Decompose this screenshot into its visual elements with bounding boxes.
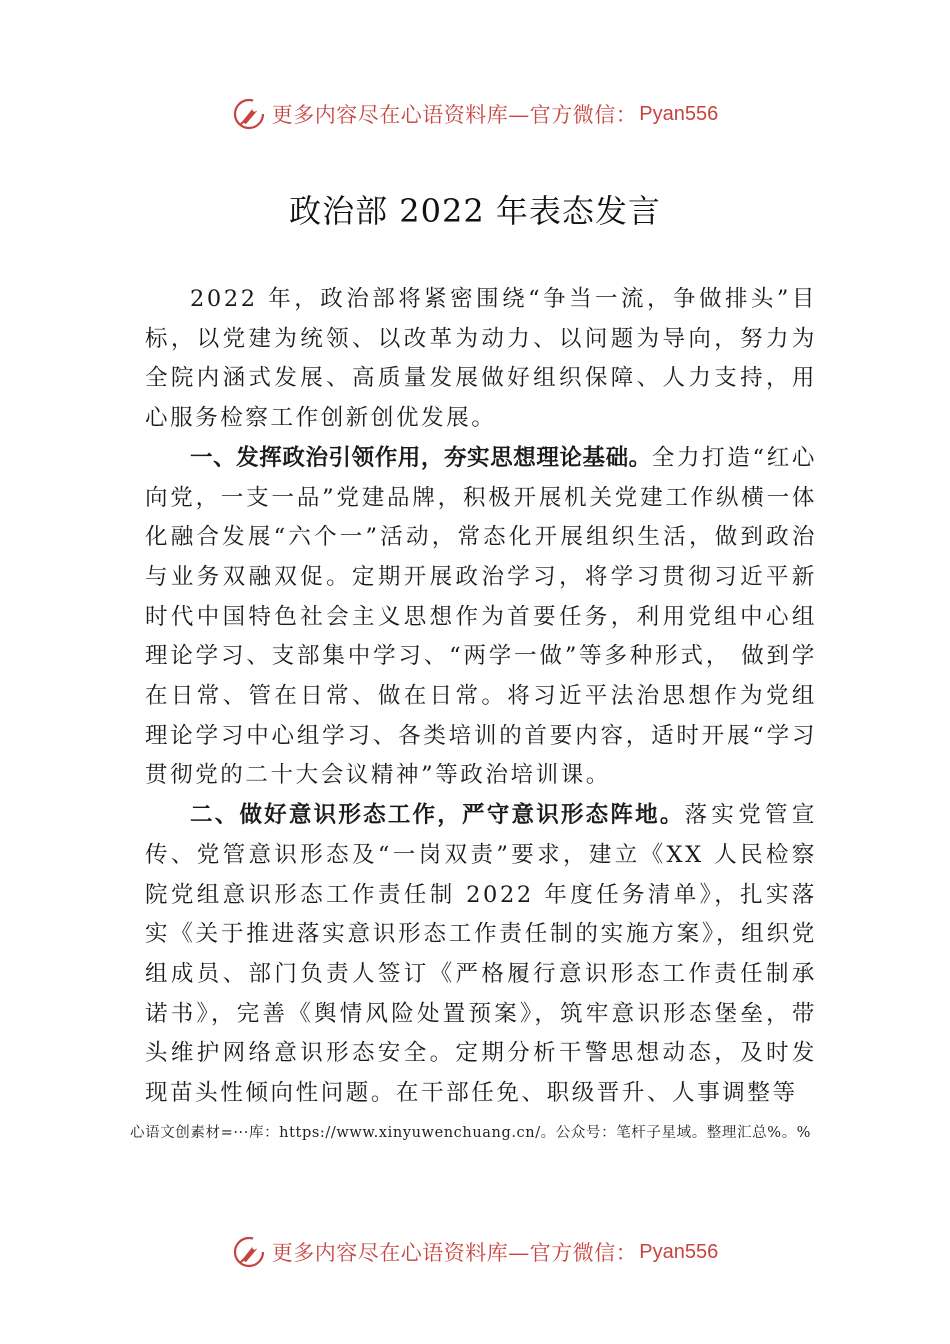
banner-text: 更多内容尽在心语资料库—官方微信： [271,1241,638,1265]
section-2-heading: 二、做好意识形态工作，严守意识形态阵地。 [190,802,685,829]
banner-wechat-id: Pyan556 [639,1240,719,1263]
pen-nib-seal-icon [232,1235,266,1269]
header-banner [0,94,950,134]
section-1-paragraph [145,439,817,796]
banner-text: 更多内容尽在心语资料库—官方微信： [271,103,638,127]
pen-nib-seal-icon [232,97,266,131]
section-2-paragraph [145,796,817,1114]
banner-wechat-id: Pyan556 [639,102,719,125]
section-2-body: 落实党管宣传、党管意识形态及“一岗双责”要求，建立《XX 人民检察院党组意识形态工作责任制 2022 年度任务清单》，扎实落实《关于推进落实意识形态工作责任制的实施方案》，组织党组成员、部门负责人签订《严格履行意识形态工作责任制承 诺书》，完善《舆情风险处置预案》，筑牢意识形态堡垒，带 头维护网络意识形态安全。定期分析干警思想动态，及时发现苗头性倾向性问题。在干部任免、职级晋升、人事调整等 [145,802,817,1107]
document-body [145,280,817,1114]
footer-banner [0,1232,950,1272]
source-note: 心语文创素材=···库：https://www.xinyuwenchuang.cn/。公众号：笔杆子星域。整理汇总%。% [130,1125,812,1141]
section-1-body: 全力打造“红心向党，一支一品”党建品牌，积极开展机关党建工作纵横一体化融合发展“六个一”活动，常态化开展组织生活，做到政治与业务双融双促。定期开展政治学习，将学习贯彻习近平新时代中国特色社会主义思想作为首要任务，利用党组中心组理论学习、支部集中学习、“两学一做”等多种形式， 做到学在日常、管在日常、做在日常。将习近平法治思想作为党组理论学习中心组学习、各类培训的首要内容，适时开展“学习贯彻党的二十大会议精神”等政治培训课。 [145,444,817,789]
document-title: 政治部 2022 年表态发言 [289,192,661,230]
intro-paragraph: 2022 年，政治部将紧密围绕“争当一流，争做排头”目标，以党建为统领、以改革为动力、以问题为导向，努力为全院内涵式发展、高质量发展做好组织保障、人力支持，用心服务检察工作创新创优发展。 [145,286,817,432]
section-1-heading: 一、发挥政治引领作用，夯实思想理论基础。 [190,444,652,471]
